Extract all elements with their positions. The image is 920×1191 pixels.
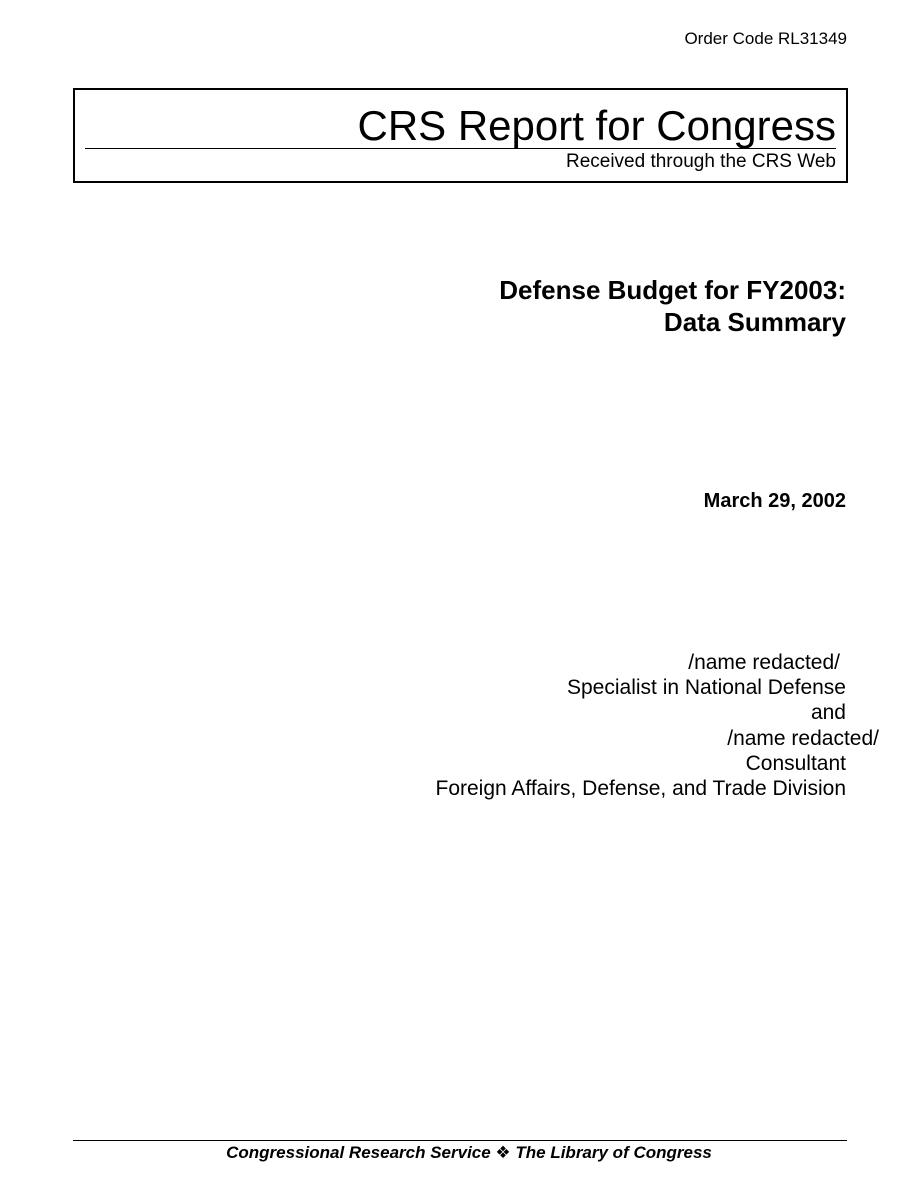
author-division: Foreign Affairs, Defense, and Trade Division	[435, 777, 846, 801]
author-conjunction: and	[810, 701, 846, 725]
author-2-title: Consultant	[745, 751, 846, 775]
document-title-line-1: Defense Budget for FY2003:	[499, 275, 846, 305]
order-code: Order Code RL31349	[684, 29, 847, 48]
report-header-box	[73, 88, 848, 183]
document-title-line-2: Data Summary	[663, 307, 846, 337]
report-source-line: Received through the CRS Web	[565, 151, 836, 172]
author-block	[435, 650, 879, 801]
document-title	[499, 274, 846, 338]
footer-publisher: Congressional Research Service ❖ The Library of Congress	[226, 1143, 712, 1162]
author-1-name: /name redacted/	[688, 651, 840, 674]
report-date: March 29, 2002	[703, 490, 846, 512]
footer-divider	[73, 1140, 847, 1141]
author-2-name: /name redacted/	[727, 726, 879, 750]
header-divider	[85, 148, 836, 149]
author-1-title: Specialist in National Defense	[567, 676, 846, 700]
report-series-title: CRS Report for Congress	[357, 102, 836, 149]
